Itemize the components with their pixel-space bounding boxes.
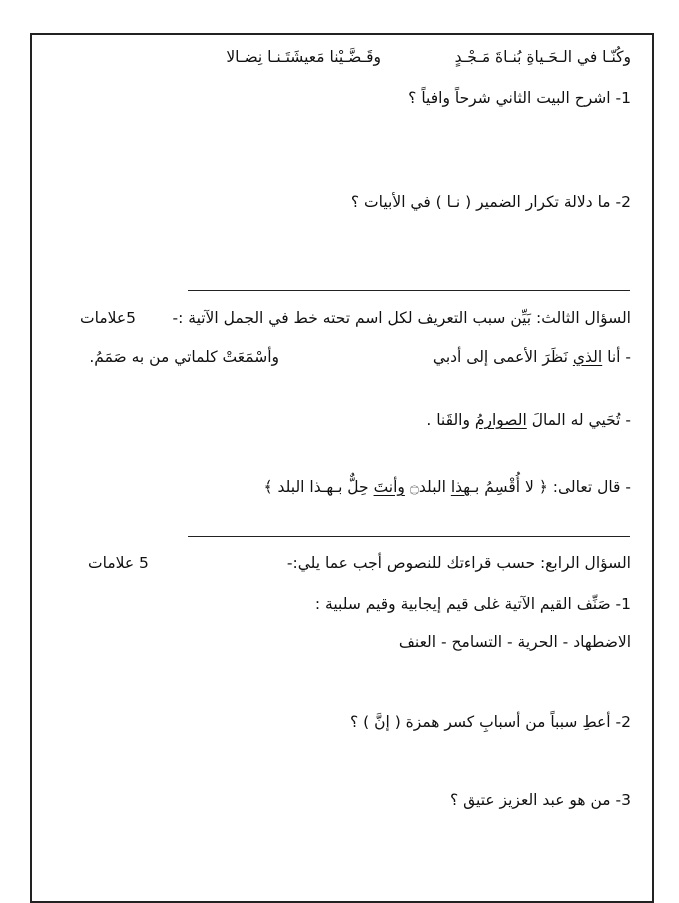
question4-values-list: الاضطهاد - الحرية - التسامح - العنف [398, 633, 631, 651]
question4-classify-values: 1- صَنِّف القيم الآتية غلى قيم إيجابية وقيم سلبية : [314, 595, 631, 613]
question3-sentence-1: - أنا الذي نَظَرَ الأعمى إلى أدبي [432, 348, 631, 366]
question4-hamza-reason: 2- أعطِ سبباً من أسبابِ كسر همزة ( إنَّ ) ؟ [349, 713, 631, 731]
divider-2 [188, 536, 630, 537]
poem-hemistich-left: وقَـضَّـيْنا مَعيشَتَـنـا نِضـالا [226, 48, 381, 66]
question3-sentence-3: - قال تعالى: ﴿ لا أُقْسِمُ بـهذا البلد۝ وأنتَ حِلٌّ بـهـذا البلد ﴾ [263, 478, 631, 496]
question4-abdelaziz-ateeq: 3- من هو عبد العزيز عتيق ؟ [449, 791, 631, 809]
underlined-sawarim: الصوارمُ [474, 411, 527, 429]
page-border [30, 33, 654, 903]
underlined-alladhi: الذي [572, 348, 603, 366]
underlined-wa-anta: وأنتَ [373, 478, 405, 496]
divider-1 [188, 290, 630, 291]
poem-hemistich-right: وكُنّـا في الـحَـياةِ بُنـاةَ مَـجْـدٍ [454, 48, 631, 66]
question3-marks: 5علامات [80, 309, 136, 327]
question-pronoun-repetition: 2- ما دلالة تكرار الضمير ( نـا ) في الأبيات ؟ [350, 193, 631, 211]
question4-marks: 5 علامات [88, 554, 149, 572]
question3-sentence-1-second: وأسْمَعَتْ كلماتي من به صَمَمُ. [89, 348, 279, 366]
underlined-hadha: هذا [450, 478, 471, 496]
question-explain-verse: 1- اشرح البيت الثاني شرحاً وافياً ؟ [408, 89, 631, 107]
question3-title: السؤال الثالث: بَيِّن سبب التعريف لكل اسم تحته خط في الجمل الآتية :- [172, 309, 631, 327]
question4-title: السؤال الرابع: حسب قراءتك للنصوص أجب عما يلي:- [286, 554, 631, 572]
question3-sentence-2: - تُحَيي له المالَ الصوارمُ والقَنا . [426, 411, 631, 429]
